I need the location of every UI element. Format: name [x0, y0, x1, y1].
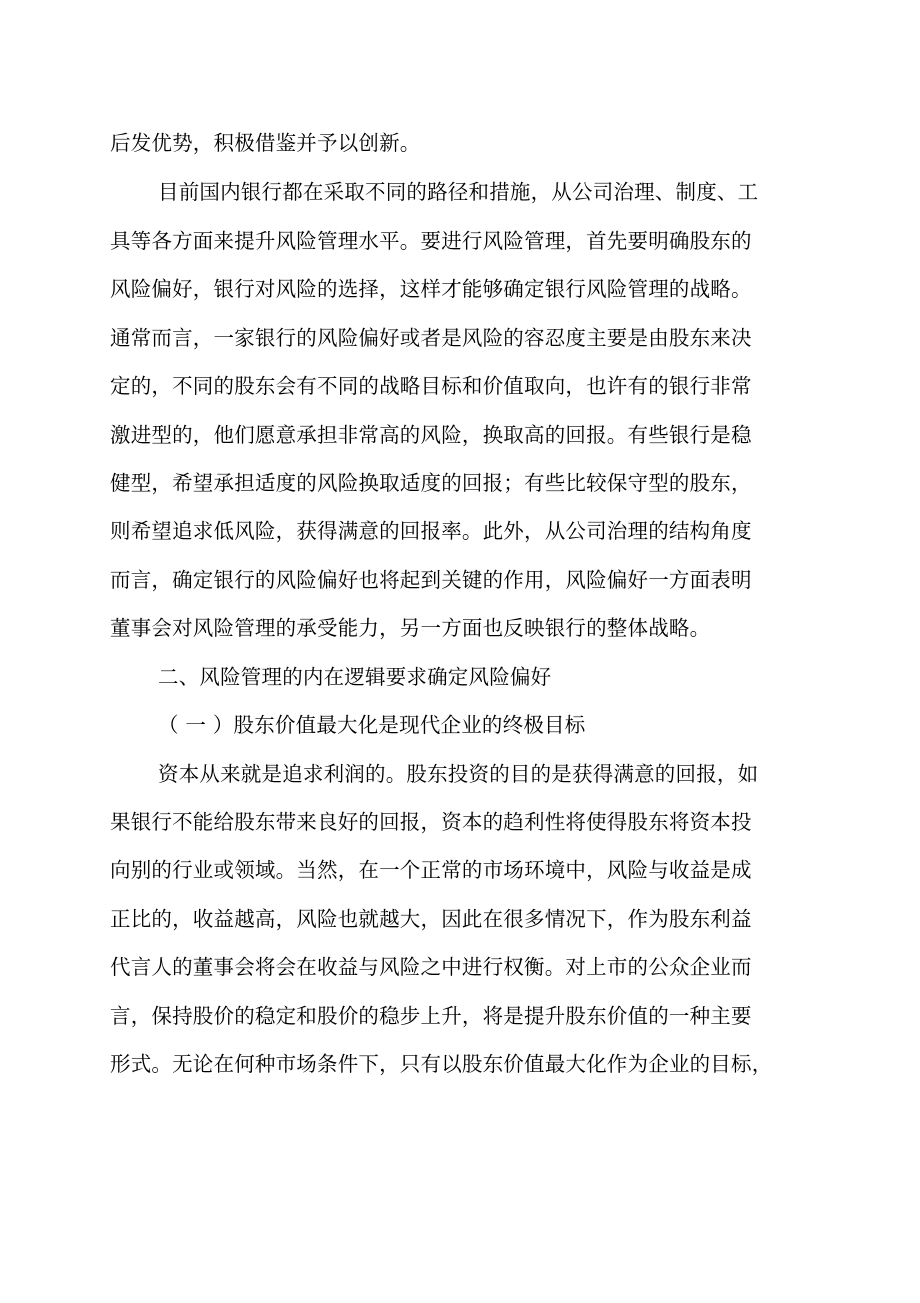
text-line: 形式。无论在何种市场条件下，只有以股东价值最大化作为企业的目标， — [110, 1052, 773, 1076]
text-line: 代言人的董事会将会在收益与风险之中进行权衡。对上市的公众企业而 — [110, 955, 752, 979]
text-line: 风险偏好，银行对风险的选择，这样才能够确定银行风险管理的战略。 — [110, 277, 752, 301]
text-line: 董事会对风险管理的承受能力，另一方面也反映银行的整体战略。 — [110, 616, 711, 640]
text-line: 正比的，收益越高，风险也就越大，因此在很多情况下，作为股东利益 — [110, 907, 752, 931]
text-line: 而言，确定银行的风险偏好也将起到关键的作用，风险偏好一方面表明 — [110, 568, 752, 592]
text-line: 定的，不同的股东会有不同的战略目标和价值取向，也许有的银行非常 — [110, 374, 752, 398]
paragraph-first-line: 资本从来就是追求利润的。股东投资的目的是获得满意的回报，如 — [158, 762, 759, 786]
text-line: 通常而言，一家银行的风险偏好或者是风险的容忍度主要是由股东来决 — [110, 326, 752, 350]
text-line: 则希望追求低风险，获得满意的回报率。此外，从公司治理的结构角度 — [110, 519, 752, 543]
text-line: 具等各方面来提升风险管理水平。要进行风险管理，首先要明确股东的 — [110, 229, 752, 253]
text-line: 向别的行业或领域。当然，在一个正常的市场环境中，风险与收益是成 — [110, 858, 752, 882]
paragraph-first-line: 目前国内银行都在采取不同的路径和措施，从公司治理、制度、工 — [158, 180, 759, 204]
text-line: 后发优势，积极借鉴并予以创新。 — [110, 131, 421, 155]
text-line: 果银行不能给股东带来良好的回报，资本的趋利性将使得股东将资本投 — [110, 810, 752, 834]
text-line: 健型，希望承担适度的风险换取适度的回报；有些比较保守型的股东， — [110, 471, 752, 495]
text-line: 激进型的，他们愿意承担非常高的风险，换取高的回报。有些银行是稳 — [110, 423, 752, 447]
subsection-heading: （ 一 ）股东价值最大化是现代企业的终极目标 — [158, 713, 586, 737]
section-heading: 二、风险管理的内在逻辑要求确定风险偏好 — [158, 665, 552, 689]
text-line: 言，保持股价的稳定和股价的稳步上升，将是提升股东价值的一种主要 — [110, 1004, 752, 1028]
